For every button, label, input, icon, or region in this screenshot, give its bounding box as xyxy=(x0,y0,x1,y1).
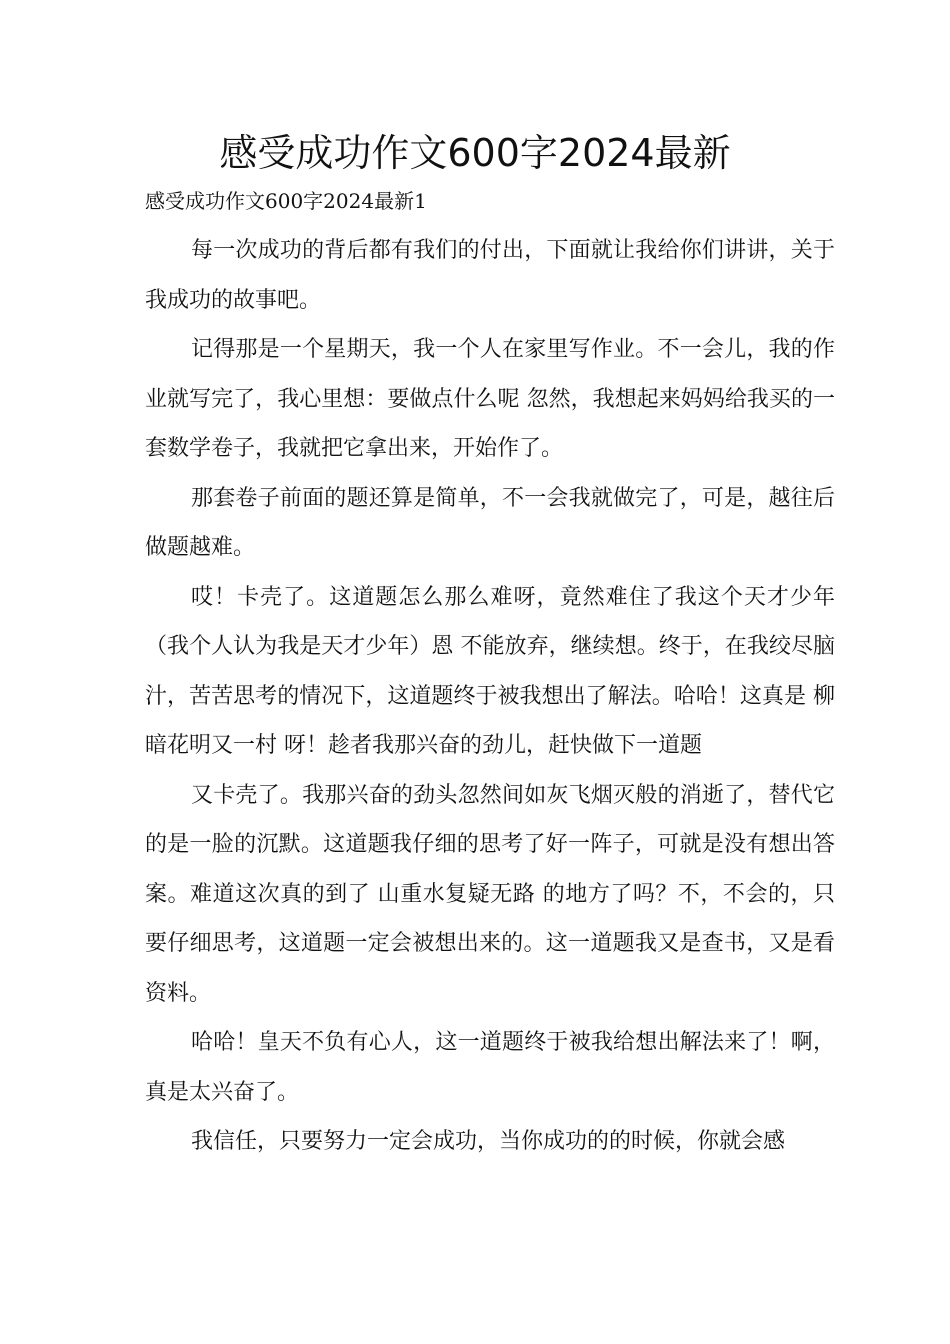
document-title: 感受成功作文600字2024最新 xyxy=(219,131,731,175)
paragraph-7: 我信任，只要努力一定会成功，当你成功的的时候，你就会感 xyxy=(191,1129,786,1154)
document-subtitle: 感受成功作文600字2024最新1 xyxy=(145,189,427,213)
paragraph-5: 又卡壳了。我那兴奋的劲头忽然间如灰飞烟灭般的消逝了，替代它的是一脸的沉默。这道题我仔细的思考了好一阵子，可就是没有想出答案。难道这次真的到了 山重水复疑无路 的地方了吗？不，不会的，只要仔细思考，这道题一定会被想出来的。这一道题我又是查书，又是看资料。 xyxy=(145,782,835,1006)
paragraph-1: 每一次成功的背后都有我们的付出，下面就让我给你们讲讲，关于我成功的故事吧。 xyxy=(145,238,835,313)
paragraph-4: 哎！卡壳了。这道题怎么那么难呀，竟然难住了我这个天才少年（我个人认为我是天才少年）恩 不能放弃，继续想。终于，在我绞尽脑汁，苦苦思考的情况下，这道题终于被我想出了解法。哈哈！这真是 柳暗花明又一村 呀！趁者我那兴奋的劲儿，赶快做下一道题 xyxy=(145,584,835,758)
paragraph-2: 记得那是一个星期天，我一个人在家里写作业。不一会儿，我的作业就写完了，我心里想：要做点什么呢 忽然，我想起来妈妈给我买的一套数学卷子，我就把它拿出来，开始作了。 xyxy=(145,337,835,461)
document-body xyxy=(145,226,835,1167)
paragraph-3: 那套卷子前面的题还算是简单，不一会我就做完了，可是，越往后做题越难。 xyxy=(145,485,835,560)
paragraph-6: 哈哈！皇天不负有心人，这一道题终于被我给想出解法来了！啊，真是太兴奋了。 xyxy=(145,1030,835,1105)
